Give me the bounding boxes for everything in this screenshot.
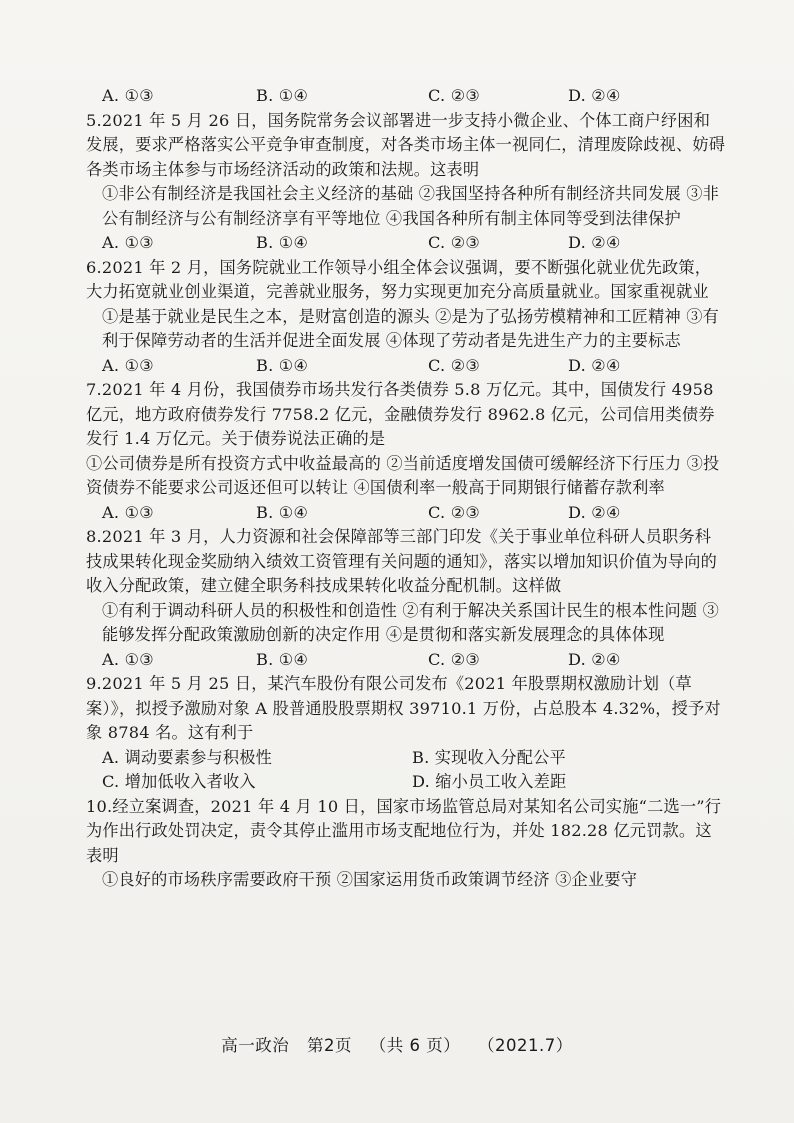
q9-option-d: D. 缩小员工收入差距: [412, 772, 567, 791]
footer-date: （2021.7）: [478, 1036, 573, 1055]
q4-option-d: D. ②④: [568, 86, 621, 105]
q8-option-c: C. ②③: [428, 649, 481, 669]
question-6: [86, 256, 726, 379]
q7-option-c: C. ②③: [428, 502, 481, 522]
q6-option-a: A. ①③: [102, 355, 155, 375]
q5-stem: 5.2021 年 5 月 26 日，国务院常务会议部署进一步支持小微企业、个体工商户纾困和发展，要求严格落实公平竞争审查制度，对各类市场主体一视同仁，清理废除歧视、妨碍各类市场主体参与市场经济活动的政策和法规。这表明: [86, 110, 726, 179]
q8-options: [86, 648, 726, 673]
q5-option-b: B. ①④: [256, 233, 309, 252]
page-content: [86, 84, 726, 893]
q8-option-d: D. ②④: [568, 649, 621, 669]
q7-option-d: D. ②④: [568, 502, 621, 522]
q4-option-a: A. ①③: [102, 86, 155, 105]
question-5: [86, 109, 726, 256]
q7-stem: 7.2021 年 4 月份，我国债券市场共发行各类债券 5.8 万亿元。其中，国债发行 4958 亿元，地方政府债券发行 7758.2 亿元，金融债券发行 8962.8 亿元，公司信用类债券发行 1.4 万亿元。关于债券说法正确的是: [86, 380, 715, 448]
question-9: [86, 672, 726, 795]
q9-option-a: A. 调动要素参与积极性: [102, 747, 273, 767]
q6-options: [86, 354, 726, 379]
q7-option-b: B. ①④: [256, 502, 309, 522]
q4-option-c: C. ②③: [428, 86, 481, 105]
q4-option-b: B. ①④: [256, 86, 309, 105]
footer-total: （共 6 页）: [369, 1036, 461, 1055]
q5-option-d: D. ②④: [568, 233, 621, 252]
q9-stem: 9.2021 年 5 月 25 日，某汽车股份有限公司发布《2021 年股票期权激励计划（草案）》，拟授予激励对象 A 股普通股股票期权 39710.1 万份，占总股本 4.32%，授予对象 8784 名。这有利于: [86, 674, 721, 742]
q5-option-c: C. ②③: [428, 233, 481, 252]
q7-statements: ①公司债券是所有投资方式中收益最高的 ②当前适度增发国债可缓解经济下行压力 ③投资债券不能要求公司返还但可以转让 ④国债利率一般高于同期银行储蓄存款利率: [86, 453, 720, 497]
page-footer: [0, 1032, 794, 1056]
q9-options-row-2: [86, 770, 726, 795]
footer-page: 第2页: [307, 1036, 352, 1055]
q6-option-b: B. ①④: [256, 355, 309, 375]
q9-option-b: B. 实现收入分配公平: [412, 747, 566, 767]
q7-options: [86, 501, 726, 526]
q8-option-a: A. ①③: [102, 649, 155, 669]
question-8: [86, 525, 726, 672]
q5-statements: ①非公有制经济是我国社会主义经济的基础 ②我国坚持各种所有制经济共同发展 ③非公有制经济与公有制经济享有平等地位 ④我国各种所有制主体同等受到法律保护: [102, 184, 720, 228]
q10-stem: 10.经立案调查，2021 年 4 月 10 日，国家市场监管总局对某知名公司实施“二选一”行为作出行政处罚决定，责令其停止滥用市场支配地位行为，并处 182.28 亿元罚款。这表明: [86, 796, 722, 865]
question-7: [86, 378, 726, 525]
q9-options-row-1: [86, 746, 726, 771]
q7-option-a: A. ①③: [102, 502, 155, 522]
q5-option-a: A. ①③: [102, 233, 155, 252]
q4-options: [86, 84, 726, 109]
q8-stem: 8.2021 年 3 月，人力资源和社会保障部等三部门印发《关于事业单位科研人员职务科技成果转化现金奖励纳入绩效工资管理有关问题的通知》，落实以增加知识价值为导向的收入分配政策，建立健全职务科技成果转化收益分配机制。这样做: [86, 527, 718, 595]
q6-option-c: C. ②③: [428, 355, 481, 375]
q8-statements: ①有利于调动科研人员的积极性和创造性 ②有利于解决关系国计民生的根本性问题 ③能够发挥分配政策激励创新的决定作用 ④是贯彻和落实新发展理念的具体体现: [102, 600, 720, 644]
q6-option-d: D. ②④: [568, 355, 621, 375]
q6-stem: 6.2021 年 2 月，国务院就业工作领导小组全体会议强调，要不断强化就业优先政策，大力拓宽就业创业渠道，完善就业服务，努力实现更加充分高质量就业。国家重视就业: [86, 257, 712, 301]
q6-statements: ①是基于就业是民生之本，是财富创造的源头 ②是为了弘扬劳模精神和工匠精神 ③有利于保障劳动者的生活并促进全面发展 ④体现了劳动者是先进生产力的主要标志: [102, 306, 720, 350]
q8-option-b: B. ①④: [256, 649, 309, 669]
q5-options: [86, 231, 726, 256]
question-10: [86, 795, 726, 893]
footer-subject: 高一政治: [221, 1036, 290, 1055]
q9-option-c: C. 增加低收入者收入: [102, 772, 256, 791]
q10-statements: ①良好的市场秩序需要政府干预 ②国家运用货币政策调节经济 ③企业要守: [102, 870, 638, 889]
